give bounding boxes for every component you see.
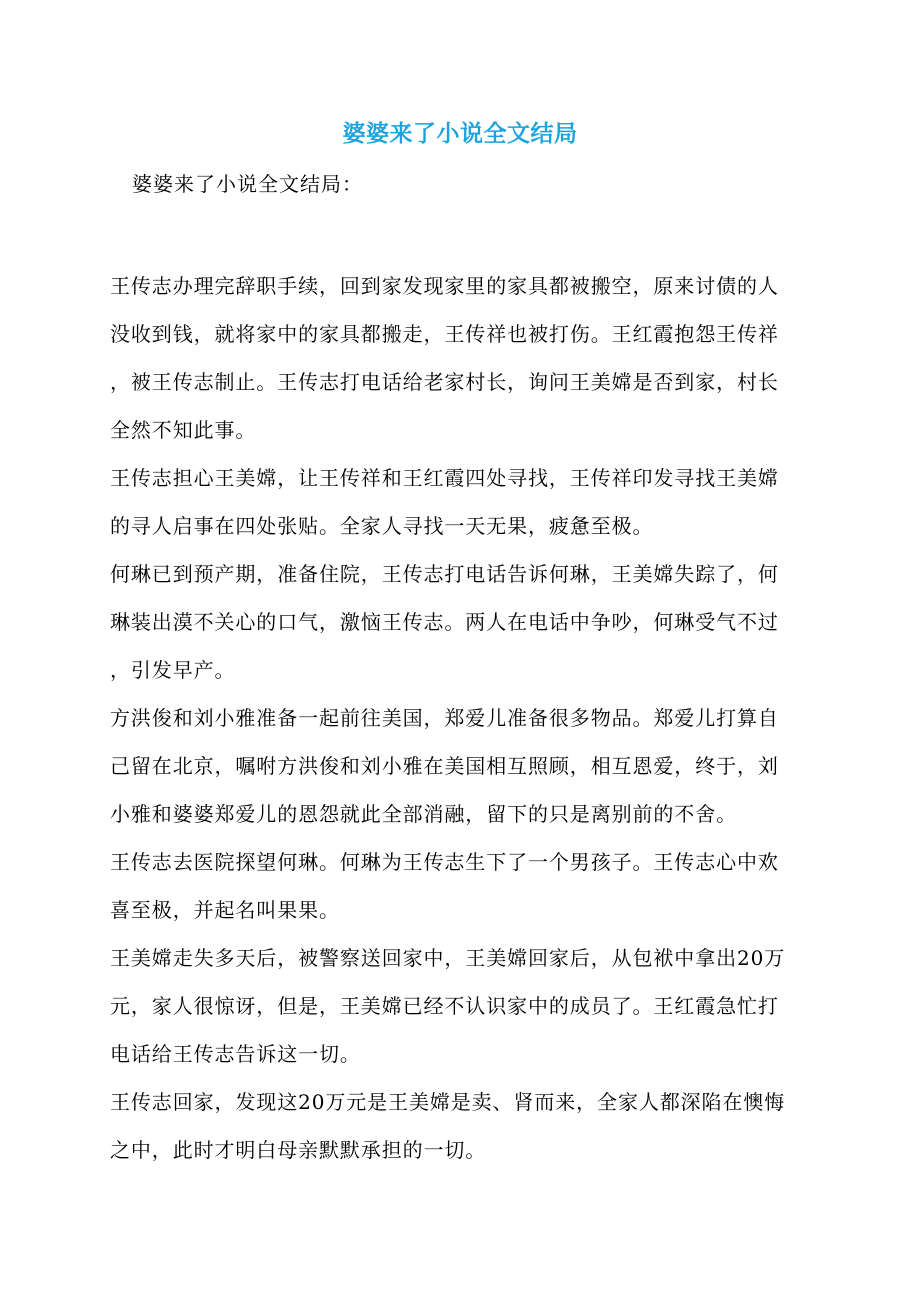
paragraph-line: 方洪俊和刘小雅准备一起前往美国，郑爱儿准备很多物品。郑爱儿打算自 bbox=[110, 706, 779, 730]
paragraph bbox=[110, 694, 810, 838]
paragraph-line: 王美嫦走失多天后，被警察送回家中，王美嫦回家后，从包袱中拿出20万 bbox=[110, 946, 786, 970]
paragraph-line: 琳装出漠不关心的口气，激恼王传志。两人在电话中争吵，何琳受气不过 bbox=[110, 610, 779, 634]
paragraph-line: 王传志办理完辞职手续，回到家发现家里的家具都被搬空，原来讨债的人 bbox=[110, 274, 779, 298]
paragraph bbox=[110, 550, 810, 694]
paragraph-line: 王传志担心王美嫦，让王传祥和王红霞四处寻找，王传祥印发寻找王美嫦 bbox=[110, 466, 779, 490]
document-title: 婆婆来了小说全文结局 bbox=[342, 121, 578, 147]
paragraph-line: 之中，此时才明白母亲默默承担的一切。 bbox=[110, 1138, 487, 1162]
paragraph-line: 小雅和婆婆郑爱儿的恩怨就此全部消融，留下的只是离别前的不舍。 bbox=[110, 802, 737, 826]
paragraph-line: 元，家人很惊讶，但是，王美嫦已经不认识家中的成员了。王红霞急忙打 bbox=[110, 994, 779, 1018]
paragraph bbox=[110, 454, 810, 550]
paragraph-line: 何琳已到预产期，准备住院，王传志打电话告诉何琳，王美嫦失踪了，何 bbox=[110, 562, 779, 586]
paragraph-line: 电话给王传志告诉这一切。 bbox=[110, 1042, 361, 1066]
paragraph bbox=[110, 838, 810, 934]
document-subtitle: 婆婆来了小说全文结局： bbox=[132, 172, 363, 196]
paragraph-line: 喜至极，并起名叫果果。 bbox=[110, 898, 340, 922]
paragraph-line: 的寻人启事在四处张贴。全家人寻找一天无果，疲惫至极。 bbox=[110, 514, 654, 538]
paragraph-line: 王传志回家，发现这20万元是王美嫦是卖、肾而来，全家人都深陷在懊悔 bbox=[110, 1090, 786, 1114]
paragraph bbox=[110, 262, 810, 454]
paragraph-line: 没收到钱，就将家中的家具都搬走，王传祥也被打伤。王红霞抱怨王传祥 bbox=[110, 322, 779, 346]
paragraph bbox=[110, 1078, 810, 1174]
paragraph-line: 己留在北京，嘱咐方洪俊和刘小雅在美国相互照顾，相互恩爱，终于，刘 bbox=[110, 754, 779, 778]
document-body bbox=[110, 262, 810, 1174]
paragraph-line: 王传志去医院探望何琳。何琳为王传志生下了一个男孩子。王传志心中欢 bbox=[110, 850, 779, 874]
paragraph-line: 全然不知此事。 bbox=[110, 418, 257, 442]
paragraph-line: ，被王传志制止。王传志打电话给老家村长，询问王美嫦是否到家，村长 bbox=[110, 370, 779, 394]
paragraph bbox=[110, 934, 810, 1078]
paragraph-line: ，引发早产。 bbox=[110, 658, 236, 682]
